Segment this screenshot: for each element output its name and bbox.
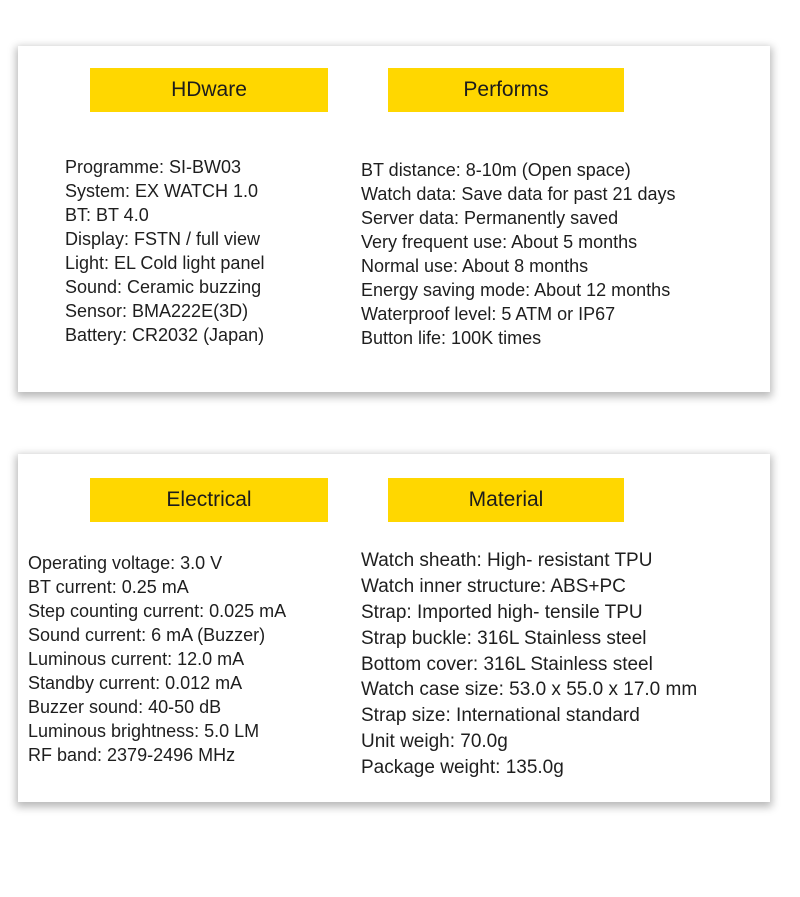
list-item: Package weight: 135.0g (361, 757, 564, 779)
list-item: Normal use: About 8 months (361, 256, 589, 276)
list-item: Programme: SI-BW03 (65, 157, 242, 177)
list-item: Watch data: Save data for past 21 days (361, 184, 676, 204)
hdware-list (65, 155, 264, 347)
list-item: Waterproof level: 5 ATM or IP67 (361, 304, 616, 324)
electrical-list (28, 551, 286, 767)
list-item: Bottom cover: 316L Stainless steel (361, 653, 653, 675)
list-item: Display: FSTN / full view (65, 229, 261, 249)
hdware-header (90, 68, 328, 112)
list-item: BT current: 0.25 mA (28, 577, 189, 597)
performs-title: Performs (463, 78, 549, 101)
electrical-header (90, 478, 328, 522)
list-item: Strap size: International standard (361, 705, 640, 727)
list-item: Luminous current: 12.0 mA (28, 649, 245, 669)
list-item: Button life: 100K times (361, 328, 542, 348)
list-item: BT distance: 8-10m (Open space) (361, 160, 631, 180)
list-item: Operating voltage: 3.0 V (28, 553, 223, 573)
material-title: Material (468, 488, 544, 511)
list-item: Sound: Ceramic buzzing (65, 277, 262, 297)
material-list (361, 548, 697, 781)
list-item: Light: EL Cold light panel (65, 253, 265, 273)
list-item: Battery: CR2032 (Japan) (65, 325, 265, 345)
performs-list (361, 158, 676, 350)
electrical-title: Electrical (166, 488, 252, 511)
material-header (388, 478, 624, 522)
list-item: Sensor: BMA222E(3D) (65, 301, 249, 321)
hdware-title: HDware (171, 78, 247, 101)
list-item: BT: BT 4.0 (65, 205, 149, 225)
list-item: Strap: Imported high- tensile TPU (361, 601, 643, 623)
list-item: Watch case size: 53.0 x 55.0 x 17.0 mm (361, 679, 698, 701)
list-item: Energy saving mode: About 12 months (361, 280, 671, 300)
performs-header (388, 68, 624, 112)
list-item: RF band: 2379-2496 MHz (28, 745, 236, 765)
list-item: Very frequent use: About 5 months (361, 232, 638, 252)
list-item: Sound current: 6 mA (Buzzer) (28, 625, 266, 645)
list-item: Strap buckle: 316L Stainless steel (361, 627, 647, 649)
list-item: Standby current: 0.012 mA (28, 673, 243, 693)
list-item: Server data: Permanently saved (361, 208, 619, 228)
list-item: System: EX WATCH 1.0 (65, 181, 259, 201)
list-item: Unit weigh: 70.0g (361, 731, 508, 753)
list-item: Luminous brightness: 5.0 LM (28, 721, 260, 741)
list-item: Watch inner structure: ABS+PC (361, 575, 626, 597)
list-item: Buzzer sound: 40-50 dB (28, 697, 222, 717)
list-item: Step counting current: 0.025 mA (28, 601, 287, 621)
list-item: Watch sheath: High- resistant TPU (361, 550, 653, 571)
